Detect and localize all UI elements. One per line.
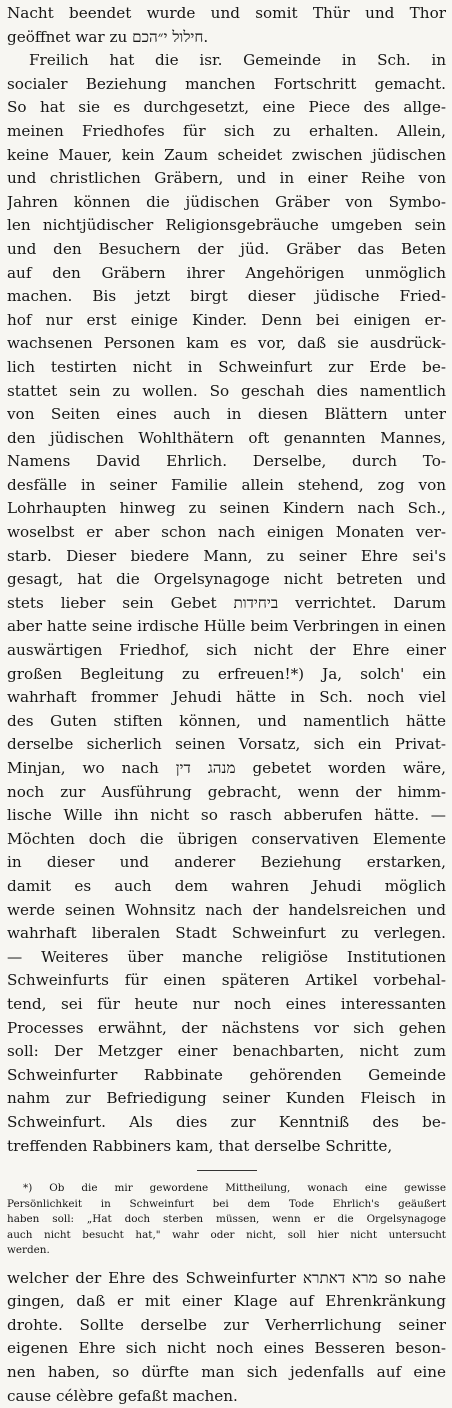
text-line: den jüdischen Wohlthätern oft genannten Mannes, <box>7 428 446 447</box>
text-line: keine Mauer, kein Zaum scheidet zwischen jüdischen <box>7 145 446 164</box>
text-line: Schweinfurts für einen späteren Artikel vorbehal- <box>7 971 446 990</box>
text-line: nahm zur Befriedigung seiner Kunden Fleisch in <box>7 1089 446 1108</box>
text-line: auswärtigen Friedhof, sich nicht der Ehre einer <box>7 641 446 660</box>
text-line: damit es auch dem wahren Jehudi möglich <box>7 876 446 895</box>
text-line: großen Begleitung zu erfreuen!*) Ja, solch' ein <box>7 664 446 683</box>
text-line: und den Besuchern der jüd. Gräber das Beten <box>7 239 446 258</box>
text-line: stattet sein zu wollen. So geschah dies namentlich <box>7 381 446 400</box>
footnote-line: auch nicht besucht hat," wahr oder nicht, soll hier nicht untersucht <box>7 1228 446 1241</box>
text-line: woselbst er aber schon nach einigen Monaten ver- <box>7 523 446 542</box>
text-line: Nacht beendet wurde und somit Thür und Thor <box>7 4 446 22</box>
footnote-separator <box>197 1170 257 1171</box>
text-line: drohte. Sollte derselbe zur Verherrlichung seiner <box>7 1315 446 1334</box>
text-line: Schweinfurt. Als dies zur Kenntniß des be- <box>7 1112 446 1131</box>
text-line: aber hatte seine irdische Hülle beim Verbringen in einen <box>7 617 446 636</box>
footnote-line: haben soll: „Hat doch sterben müssen, wenn er die Orgelsynagoge <box>7 1213 446 1226</box>
text-line: Möchten doch die übrigen conservativen Elemente <box>7 829 446 848</box>
text-line: wahrhaft frommer Jehudi hätte in Sch. noch viel <box>7 688 446 707</box>
text-line: welcher der Ehre des Schweinfurter מרא דאתרא so nahe <box>7 1268 446 1287</box>
text-line: in dieser und anderer Beziehung erstarken, <box>7 853 446 872</box>
text-line: nen haben, so dürfte man sich jedenfalls auf eine <box>7 1362 446 1381</box>
text-line: lich testirten nicht in Schweinfurt zur Erde be- <box>7 357 446 376</box>
text-line: machen. Bis jetzt birgt dieser jüdische Fried- <box>7 287 446 306</box>
text-line: Schweinfurter Rabbinate gehörenden Gemeinde <box>7 1065 446 1084</box>
text-line: len nichtjüdischer Religionsgebräuche umgeben sein <box>7 216 446 235</box>
text-line: eigenen Ehre sich nicht noch eines Besseren beson- <box>7 1339 446 1358</box>
text-line: Namens David Ehrlich. Derselbe, durch To- <box>7 452 446 471</box>
text-line: geöffnet war zu חילול י״הכם. <box>7 27 209 46</box>
text-line: Jahren können die jüdischen Gräber von Symbo- <box>7 192 446 211</box>
text-line: hof nur erst einige Kinder. Denn bei einigen er- <box>7 310 446 329</box>
text-line: stets lieber sein Gebet ביחידות verrichtet. Darum <box>7 593 446 612</box>
text-line: So hat sie es durchgesetzt, eine Piece des allge- <box>7 98 446 117</box>
text-line: und christlichen Gräbern, und in einer Reihe von <box>7 169 446 188</box>
text-line: noch zur Ausführung gebracht, wenn der himm- <box>7 782 446 801</box>
text-line: von Seiten eines auch in diesen Blättern unter <box>7 405 446 424</box>
text-line: gingen, daß er mit einer Klage auf Ehrenkränkung <box>7 1292 446 1311</box>
text-line: desfälle in seiner Familie allein stehend, zog von <box>7 475 446 494</box>
text-line: soll: Der Metzger einer benachbarten, nicht zum <box>7 1042 446 1061</box>
text-line: meinen Friedhofes für sich zu erhalten. Allein, <box>7 121 446 140</box>
text-line: Freilich hat die isr. Gemeinde in Sch. in <box>29 51 446 70</box>
text-line: Lohrhaupten hinweg zu seinen Kindern nach Sch., <box>7 499 446 518</box>
text-line: Processes erwähnt, der nächstens vor sich gehen <box>7 1018 446 1037</box>
text-line: tend, sei für heute nur noch eines interessanten <box>7 994 446 1013</box>
text-line: socialer Beziehung manchen Fortschritt gemacht. <box>7 74 446 93</box>
text-line: lische Wille ihn nicht so rasch abberufen hätte. — <box>7 806 446 825</box>
text-line: Minjan, wo nach מנהג דין gebetet worden wäre, <box>7 759 446 777</box>
text-line: derselbe sicherlich seinen Vorsatz, sich ein Privat- <box>7 735 446 754</box>
footnote-line: Persönlichkeit in Schweinfurt bei dem Tode Ehrlich's geäußert <box>7 1197 446 1210</box>
article-continuation <box>7 1267 446 1408</box>
footnote <box>7 1181 446 1259</box>
text-line: auf den Gräbern ihrer Angehörigen unmöglich <box>7 263 446 282</box>
text-line: — Weiteres über manche religiöse Institutionen <box>7 947 446 966</box>
article-body <box>7 2 446 1158</box>
text-line: cause célèbre gefaßt machen. <box>7 1386 238 1405</box>
text-line: gesagt, hat die Orgelsynagoge nicht betreten und <box>7 570 446 589</box>
text-line: werde seinen Wohnsitz nach der handelsreichen und <box>7 900 446 919</box>
footnote-line: *) Ob die mir gewordene Mittheilung, wonach eine gewisse <box>23 1182 446 1195</box>
text-line: starb. Dieser biedere Mann, zu seiner Ehre sei's <box>7 546 446 565</box>
text-line: treffenden Rabbiners kam, that derselbe Schritte, <box>7 1136 393 1155</box>
text-line: des Guten stiften können, und namentlich hätte <box>7 711 446 730</box>
text-line: wachsenen Personen kam es vor, daß sie ausdrück- <box>7 334 446 353</box>
text-line: wahrhaft liberalen Stadt Schweinfurt zu verlegen. <box>7 924 446 943</box>
footnote-line: werden. <box>7 1244 50 1257</box>
